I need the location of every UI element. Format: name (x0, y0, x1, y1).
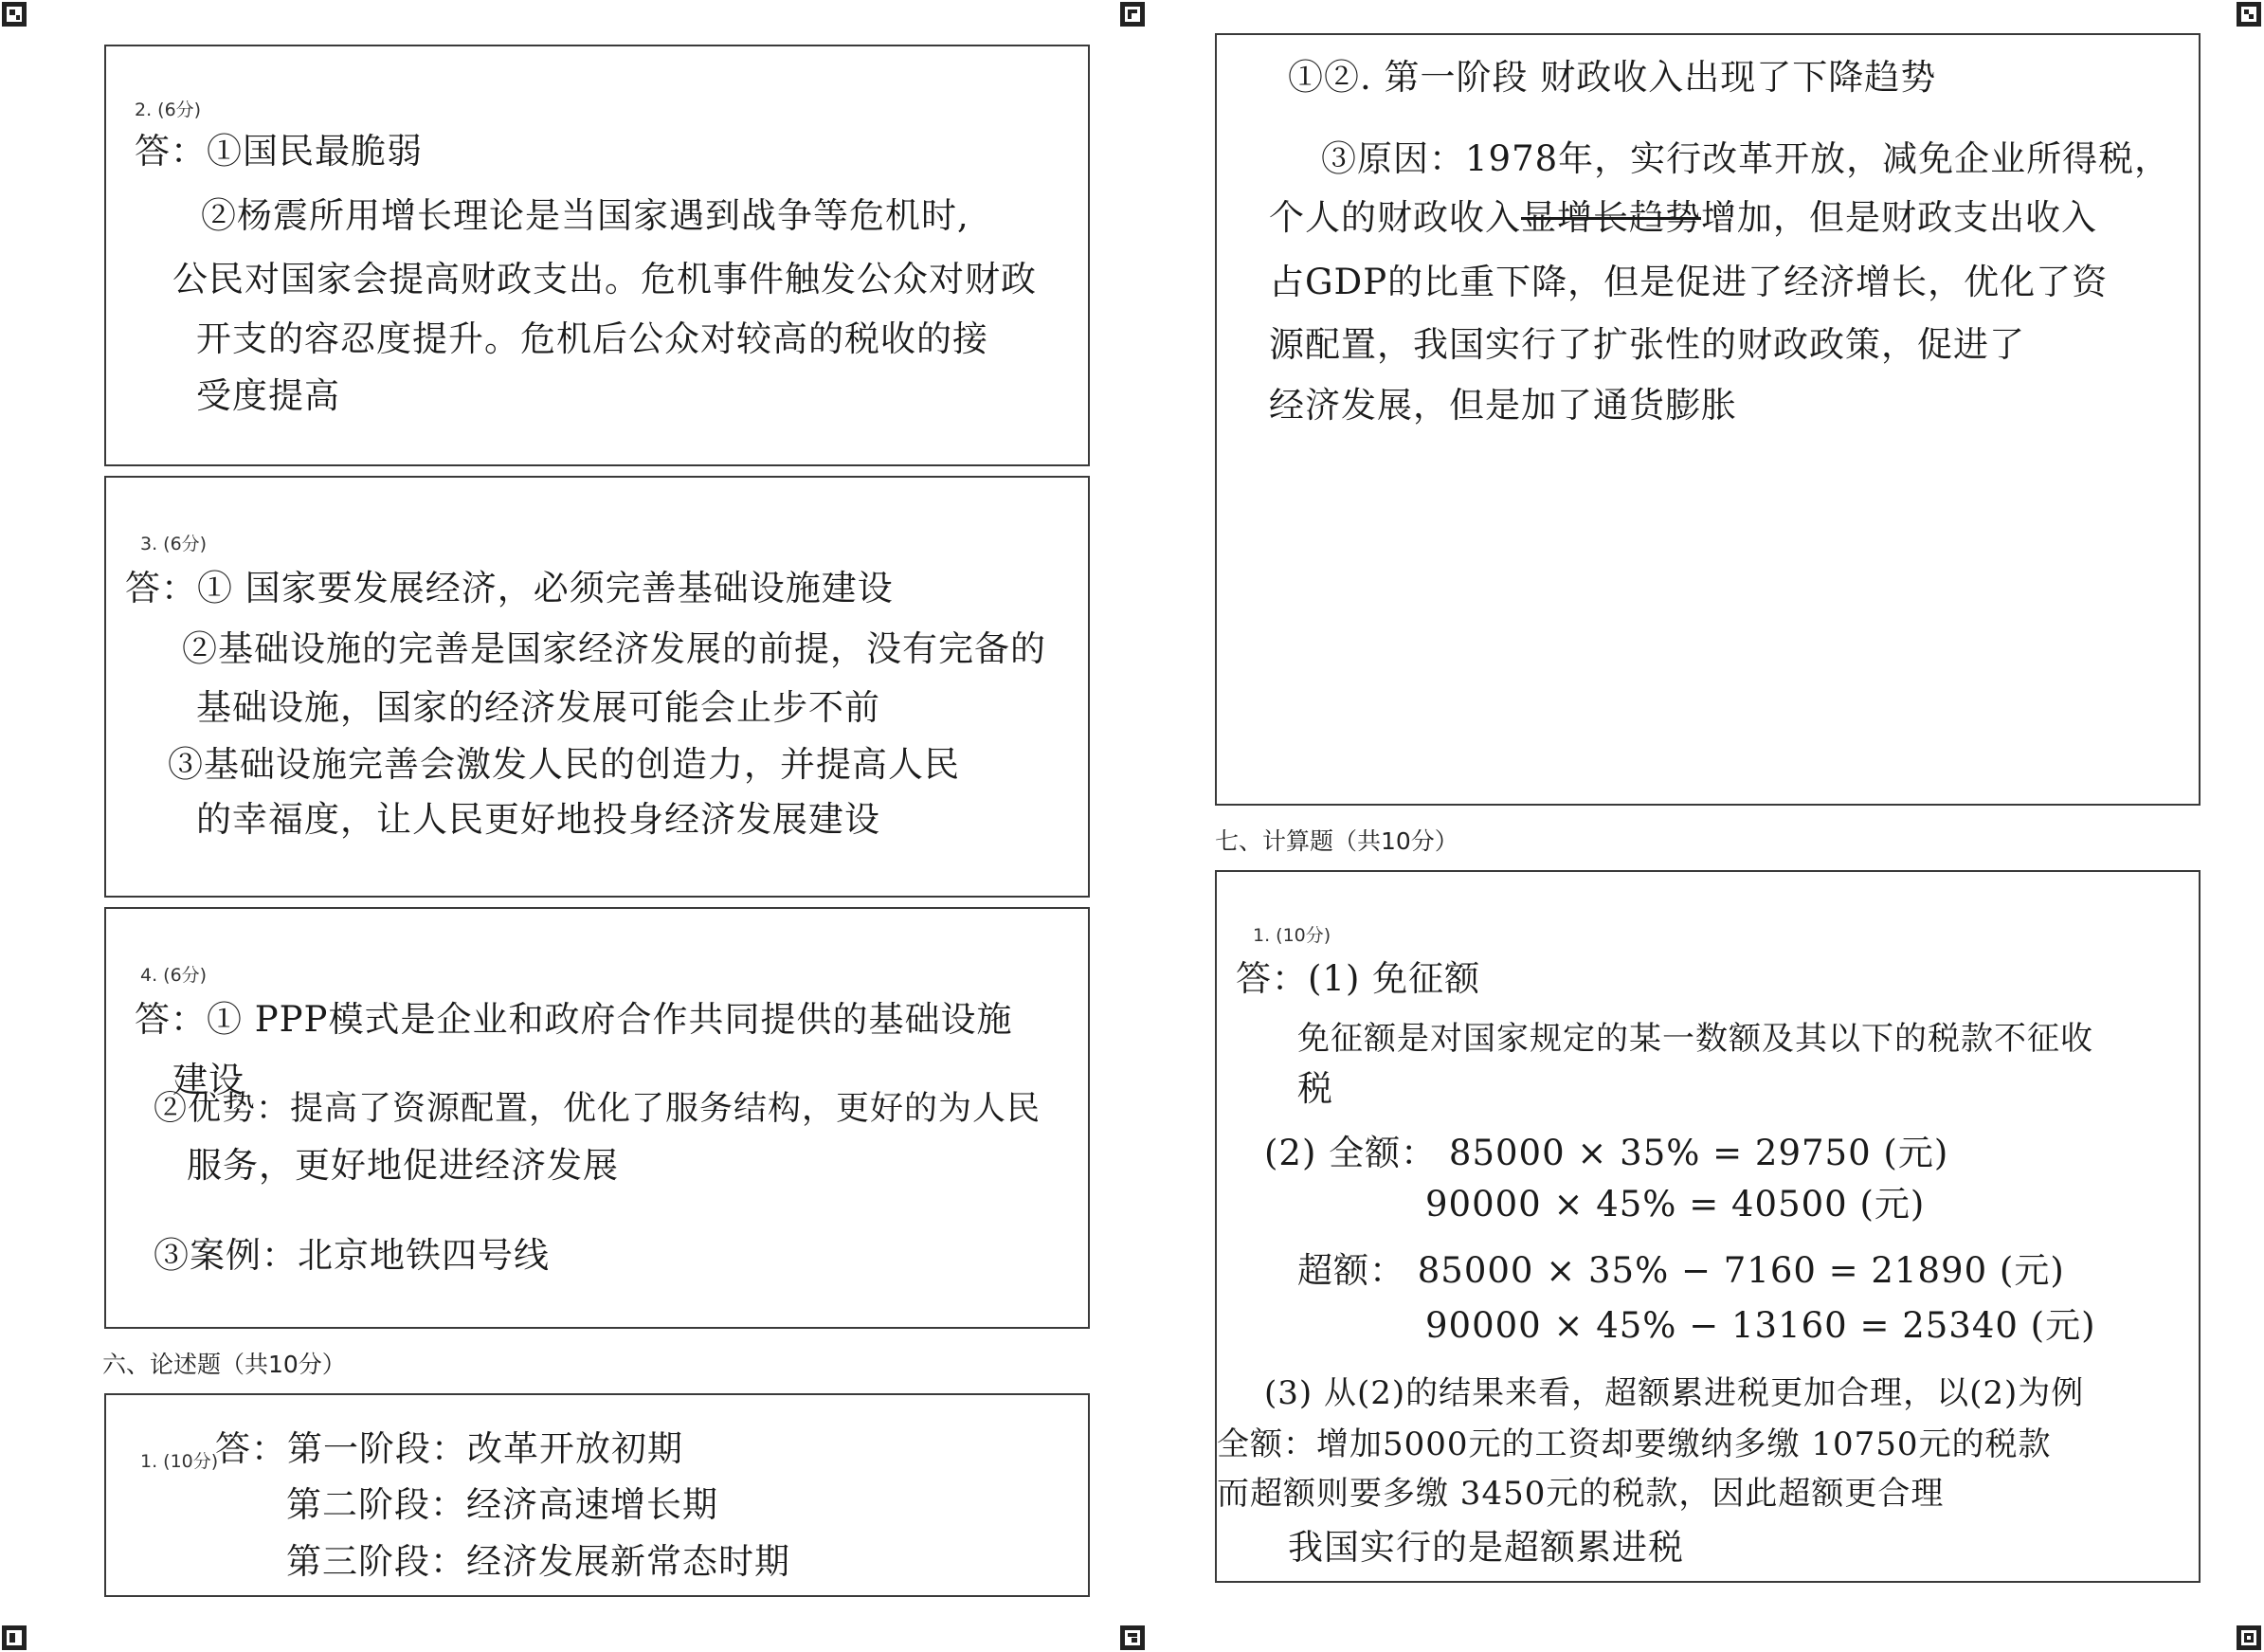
question-label: 1. (10分) (140, 1451, 219, 1472)
handwritten-line (1269, 189, 2097, 240)
question-label: 1. (10分) (1253, 925, 1331, 946)
handwritten-line: 服务，更好地促进经济发展 (187, 1145, 619, 1186)
handwritten-line: 第三阶段：经济发展新常态时期 (286, 1541, 790, 1582)
question-label: 2. (6分) (135, 100, 202, 120)
question-label: 4. (6分) (140, 965, 208, 986)
handwritten-line: 建设 (172, 1060, 245, 1100)
answer-box-q4 (104, 907, 1090, 1329)
handwritten-line: 90000 × 45% − 13160 = 25340 (元) (1425, 1305, 2096, 1346)
handwritten-line: (3) 从(2)的结果来看，超额累进税更加合理，以(2)为例 (1264, 1374, 2085, 1412)
handwritten-line: (2) 全额： 85000 × 35% = 29750 (元) (1264, 1133, 1949, 1173)
handwritten-line: ③基础设施完善会激发人民的创造力，并提高人民 (168, 744, 960, 785)
handwritten-line: 源配置，我国实行了扩张性的财政政策，促进了 (1269, 324, 2025, 365)
answer-box-essay-continued (1215, 33, 2201, 806)
answer-box-q3 (104, 476, 1090, 898)
handwritten-line: 我国实行的是超额累进税 (1288, 1527, 1684, 1568)
handwritten-line: 基础设施，国家的经济发展可能会止步不前 (196, 687, 880, 728)
handwritten-line: 第二阶段：经济高速增长期 (286, 1484, 718, 1525)
handwritten-line: 经济发展，但是加了通货膨胀 (1269, 385, 1737, 426)
handwritten-line: ①②. 第一阶段 财政收入出现了下降趋势 (1288, 57, 1937, 98)
handwritten-line: 答：第一阶段：改革开放初期 (215, 1428, 683, 1469)
handwritten-line: 全额：增加5000元的工资却要缴纳多缴 10750元的税款 (1217, 1425, 2052, 1463)
handwritten-line: 免征额是对国家规定的某一数额及其以下的税款不征收 (1297, 1020, 2093, 1058)
answer-box-calculation (1215, 870, 2201, 1583)
handwritten-line: 开支的容忍度提升。危机后公众对较高的税收的接 (196, 318, 988, 359)
handwritten-line: ②基础设施的完善是国家经济发展的前提，没有完备的 (182, 628, 1046, 669)
registration-marker-bottom-left-icon (2, 1625, 27, 1650)
handwritten-line: 答：①国民最脆弱 (135, 131, 423, 172)
handwritten-line: 占GDP的比重下降，但是促进了经济增长，优化了资 (1269, 262, 2109, 302)
handwritten-line: 答：① 国家要发展经济，必须完善基础设施建设 (125, 568, 894, 608)
handwritten-line: ②优势：提高了资源配置，优化了服务结构，更好的为人民 (154, 1090, 1041, 1128)
section-heading-essay: 六、论述题（共10分） (102, 1351, 346, 1378)
handwritten-line: 受度提高 (196, 375, 340, 416)
handwritten-line: 而超额则要多缴 3450元的税款，因此超额更合理 (1217, 1475, 1945, 1513)
handwritten-line: 超额： 85000 × 35% − 7160 = 21890 (元) (1297, 1250, 2065, 1291)
handwritten-line: 公民对国家会提高财政支出。危机事件触发公众对财政 (172, 259, 1037, 300)
answer-box-essay (104, 1393, 1090, 1597)
handwritten-line: 的幸福度，让人民更好地投身经济发展建设 (196, 799, 880, 840)
registration-marker-top-right-icon (2237, 2, 2261, 27)
question-label: 3. (6分) (140, 534, 208, 554)
registration-marker-top-middle-icon (1120, 2, 1145, 27)
handwritten-text: 个人的财政收入 (1269, 197, 1521, 238)
handwritten-line: ③原因：1978年，实行改革开放，减免企业所得税， (1321, 138, 2171, 179)
registration-marker-bottom-middle-icon (1120, 1625, 1145, 1650)
handwritten-line: 90000 × 45% = 40500 (元) (1425, 1184, 1926, 1225)
answer-box-q2 (104, 45, 1090, 466)
handwritten-line: 税 (1297, 1068, 1333, 1109)
handwritten-line: ③案例：北京地铁四号线 (154, 1235, 550, 1276)
handwritten-line: ②杨震所用增长理论是当国家遇到战争等危机时, (201, 195, 969, 236)
section-heading-calculation: 七、计算题（共10分） (1215, 827, 1458, 855)
handwritten-text: 增加，但是财政支出收入 (1701, 197, 2097, 238)
handwritten-line: 答：① PPP模式是企业和政府合作共同提供的基础设施 (135, 999, 1013, 1040)
crossed-out-text: 显增长趋势 (1521, 197, 1701, 238)
registration-marker-bottom-right-icon (2237, 1625, 2261, 1650)
registration-marker-top-left-icon (2, 2, 27, 27)
handwritten-line: 答：(1) 免征额 (1236, 958, 1481, 999)
